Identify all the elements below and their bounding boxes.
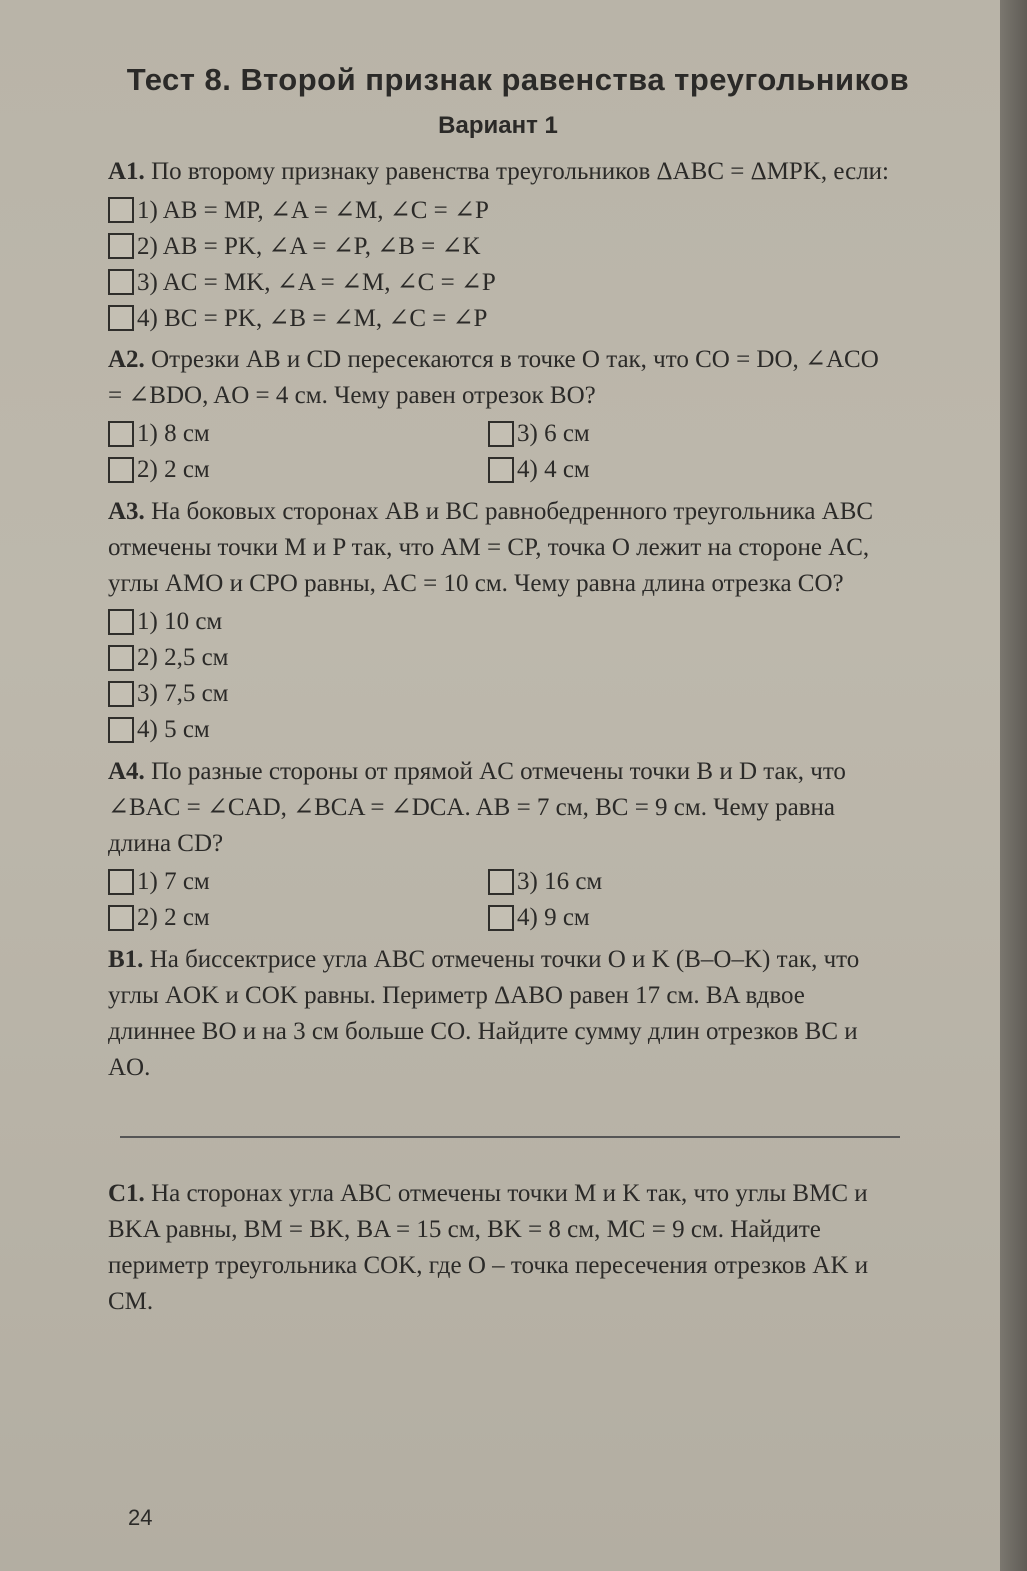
option-label: 2) AB = PK, ∠A = ∠P, ∠B = ∠K: [137, 233, 481, 260]
question-a2: [108, 342, 898, 488]
answer-option[interactable]: [488, 452, 868, 488]
checkbox[interactable]: [488, 421, 514, 447]
question-body: По второму признаку равенства треугольников ΔABC = ΔMPK, если:: [151, 158, 889, 185]
answer-options: [108, 192, 898, 336]
answer-option[interactable]: [108, 604, 898, 640]
question-a4: [108, 754, 898, 936]
question-label: С1.: [108, 1180, 145, 1207]
option-label: 1) 7 см: [137, 868, 210, 895]
option-label: 4) 5 см: [137, 716, 210, 743]
answer-option[interactable]: [108, 712, 898, 748]
answer-options: [108, 864, 898, 936]
checkbox[interactable]: [488, 869, 514, 895]
answer-option[interactable]: [108, 452, 488, 488]
variant-label: Вариант 1: [438, 112, 558, 139]
question-c1-text: [108, 1176, 898, 1320]
answer-option[interactable]: [108, 676, 898, 712]
answer-option[interactable]: [108, 640, 898, 676]
option-label: 1) 10 см: [137, 608, 223, 635]
option-label: 2) 2 см: [137, 456, 210, 483]
answer-option[interactable]: [108, 228, 898, 264]
checkbox[interactable]: [108, 233, 134, 259]
answer-option[interactable]: [488, 416, 868, 452]
question-b1: [108, 942, 898, 1086]
option-label: 4) 9 см: [517, 904, 590, 931]
option-label: 3) 7,5 см: [137, 680, 229, 707]
option-label: 4) 4 см: [517, 456, 590, 483]
page-edge-shadow: [1000, 0, 1027, 1571]
answer-option[interactable]: [108, 900, 488, 936]
page-number: 24: [128, 1505, 153, 1530]
option-label: 2) 2,5 см: [137, 644, 229, 671]
question-c1: [108, 1176, 898, 1320]
question-body: На боковых сторонах AB и BC равнобедренного треугольника ABC отмечены точки M и P так, что AM = CP, точка O лежит на стороне AC, углы AMO и CPO равны, AC = 10 см. Чему равна длина отрезка CO?: [108, 498, 874, 597]
checkbox[interactable]: [108, 869, 134, 895]
question-b1-text: [108, 942, 898, 1086]
checkbox[interactable]: [108, 197, 134, 223]
answer-line[interactable]: [120, 1136, 900, 1138]
test-content: [108, 60, 910, 1326]
answer-option[interactable]: [108, 864, 488, 900]
checkbox[interactable]: [108, 457, 134, 483]
answer-option[interactable]: [488, 900, 868, 936]
question-label: А4.: [108, 758, 145, 785]
question-label: А1.: [108, 158, 145, 185]
option-label: 3) 6 см: [517, 420, 590, 447]
checkbox[interactable]: [108, 421, 134, 447]
question-body: Отрезки AB и CD пересекаются в точке O так, что CO = DO, ∠ACO = ∠BDO, AO = 4 см. Чему равен отрезок BO?: [108, 346, 879, 409]
checkbox[interactable]: [108, 645, 134, 671]
checkbox[interactable]: [108, 269, 134, 295]
option-label: 4) BC = PK, ∠B = ∠M, ∠C = ∠P: [137, 305, 488, 332]
checkbox[interactable]: [108, 305, 134, 331]
question-body: По разные стороны от прямой AC отмечены точки B и D так, что ∠BAC = ∠CAD, ∠BCA = ∠DCA. AB = 7 см, BC = 9 см. Чему равна длина CD?: [108, 758, 846, 857]
checkbox[interactable]: [108, 609, 134, 635]
answer-option[interactable]: [108, 416, 488, 452]
question-body: На биссектрисе угла ABC отмечены точки O и K (B–O–K) так, что углы AOK и COK равны. Периметр ΔABO равен 17 см. BA вдвое длиннее BO и на 3 см больше CO. Найдите сумму длин отрезков BC и AO.: [108, 946, 860, 1081]
question-a3-text: [108, 494, 898, 602]
answer-options: [108, 604, 898, 748]
answer-option[interactable]: [488, 864, 868, 900]
option-label: 3) 16 см: [517, 868, 603, 895]
answer-option[interactable]: [108, 192, 898, 228]
checkbox[interactable]: [108, 905, 134, 931]
question-a1-text: [108, 154, 898, 190]
question-a2-text: [108, 342, 898, 414]
question-label: А2.: [108, 346, 145, 373]
answer-options: [108, 416, 898, 488]
option-label: 1) 8 см: [137, 420, 210, 447]
question-label: А3.: [108, 498, 145, 525]
question-label: В1.: [108, 946, 144, 973]
answer-option[interactable]: [108, 300, 898, 336]
answer-option[interactable]: [108, 264, 898, 300]
option-label: 3) AC = MK, ∠A = ∠M, ∠C = ∠P: [137, 269, 496, 296]
question-a1: [108, 154, 898, 336]
question-a4-text: [108, 754, 898, 862]
checkbox[interactable]: [108, 681, 134, 707]
option-label: 2) 2 см: [137, 904, 210, 931]
checkbox[interactable]: [488, 457, 514, 483]
question-a3: [108, 494, 898, 748]
question-body: На сторонах угла ABC отмечены точки M и K так, что углы BMC и BKA равны, BM = BK, BA = 15 см, BK = 8 см, MC = 9 см. Найдите периметр треугольника COK, где O – точка пересечения отрезков AK и CM.: [108, 1180, 869, 1315]
checkbox[interactable]: [488, 905, 514, 931]
checkbox[interactable]: [108, 717, 134, 743]
option-label: 1) AB = MP, ∠A = ∠M, ∠C = ∠P: [137, 197, 489, 224]
test-title: Тест 8. Второй признак равенства треугольников: [126, 62, 910, 97]
